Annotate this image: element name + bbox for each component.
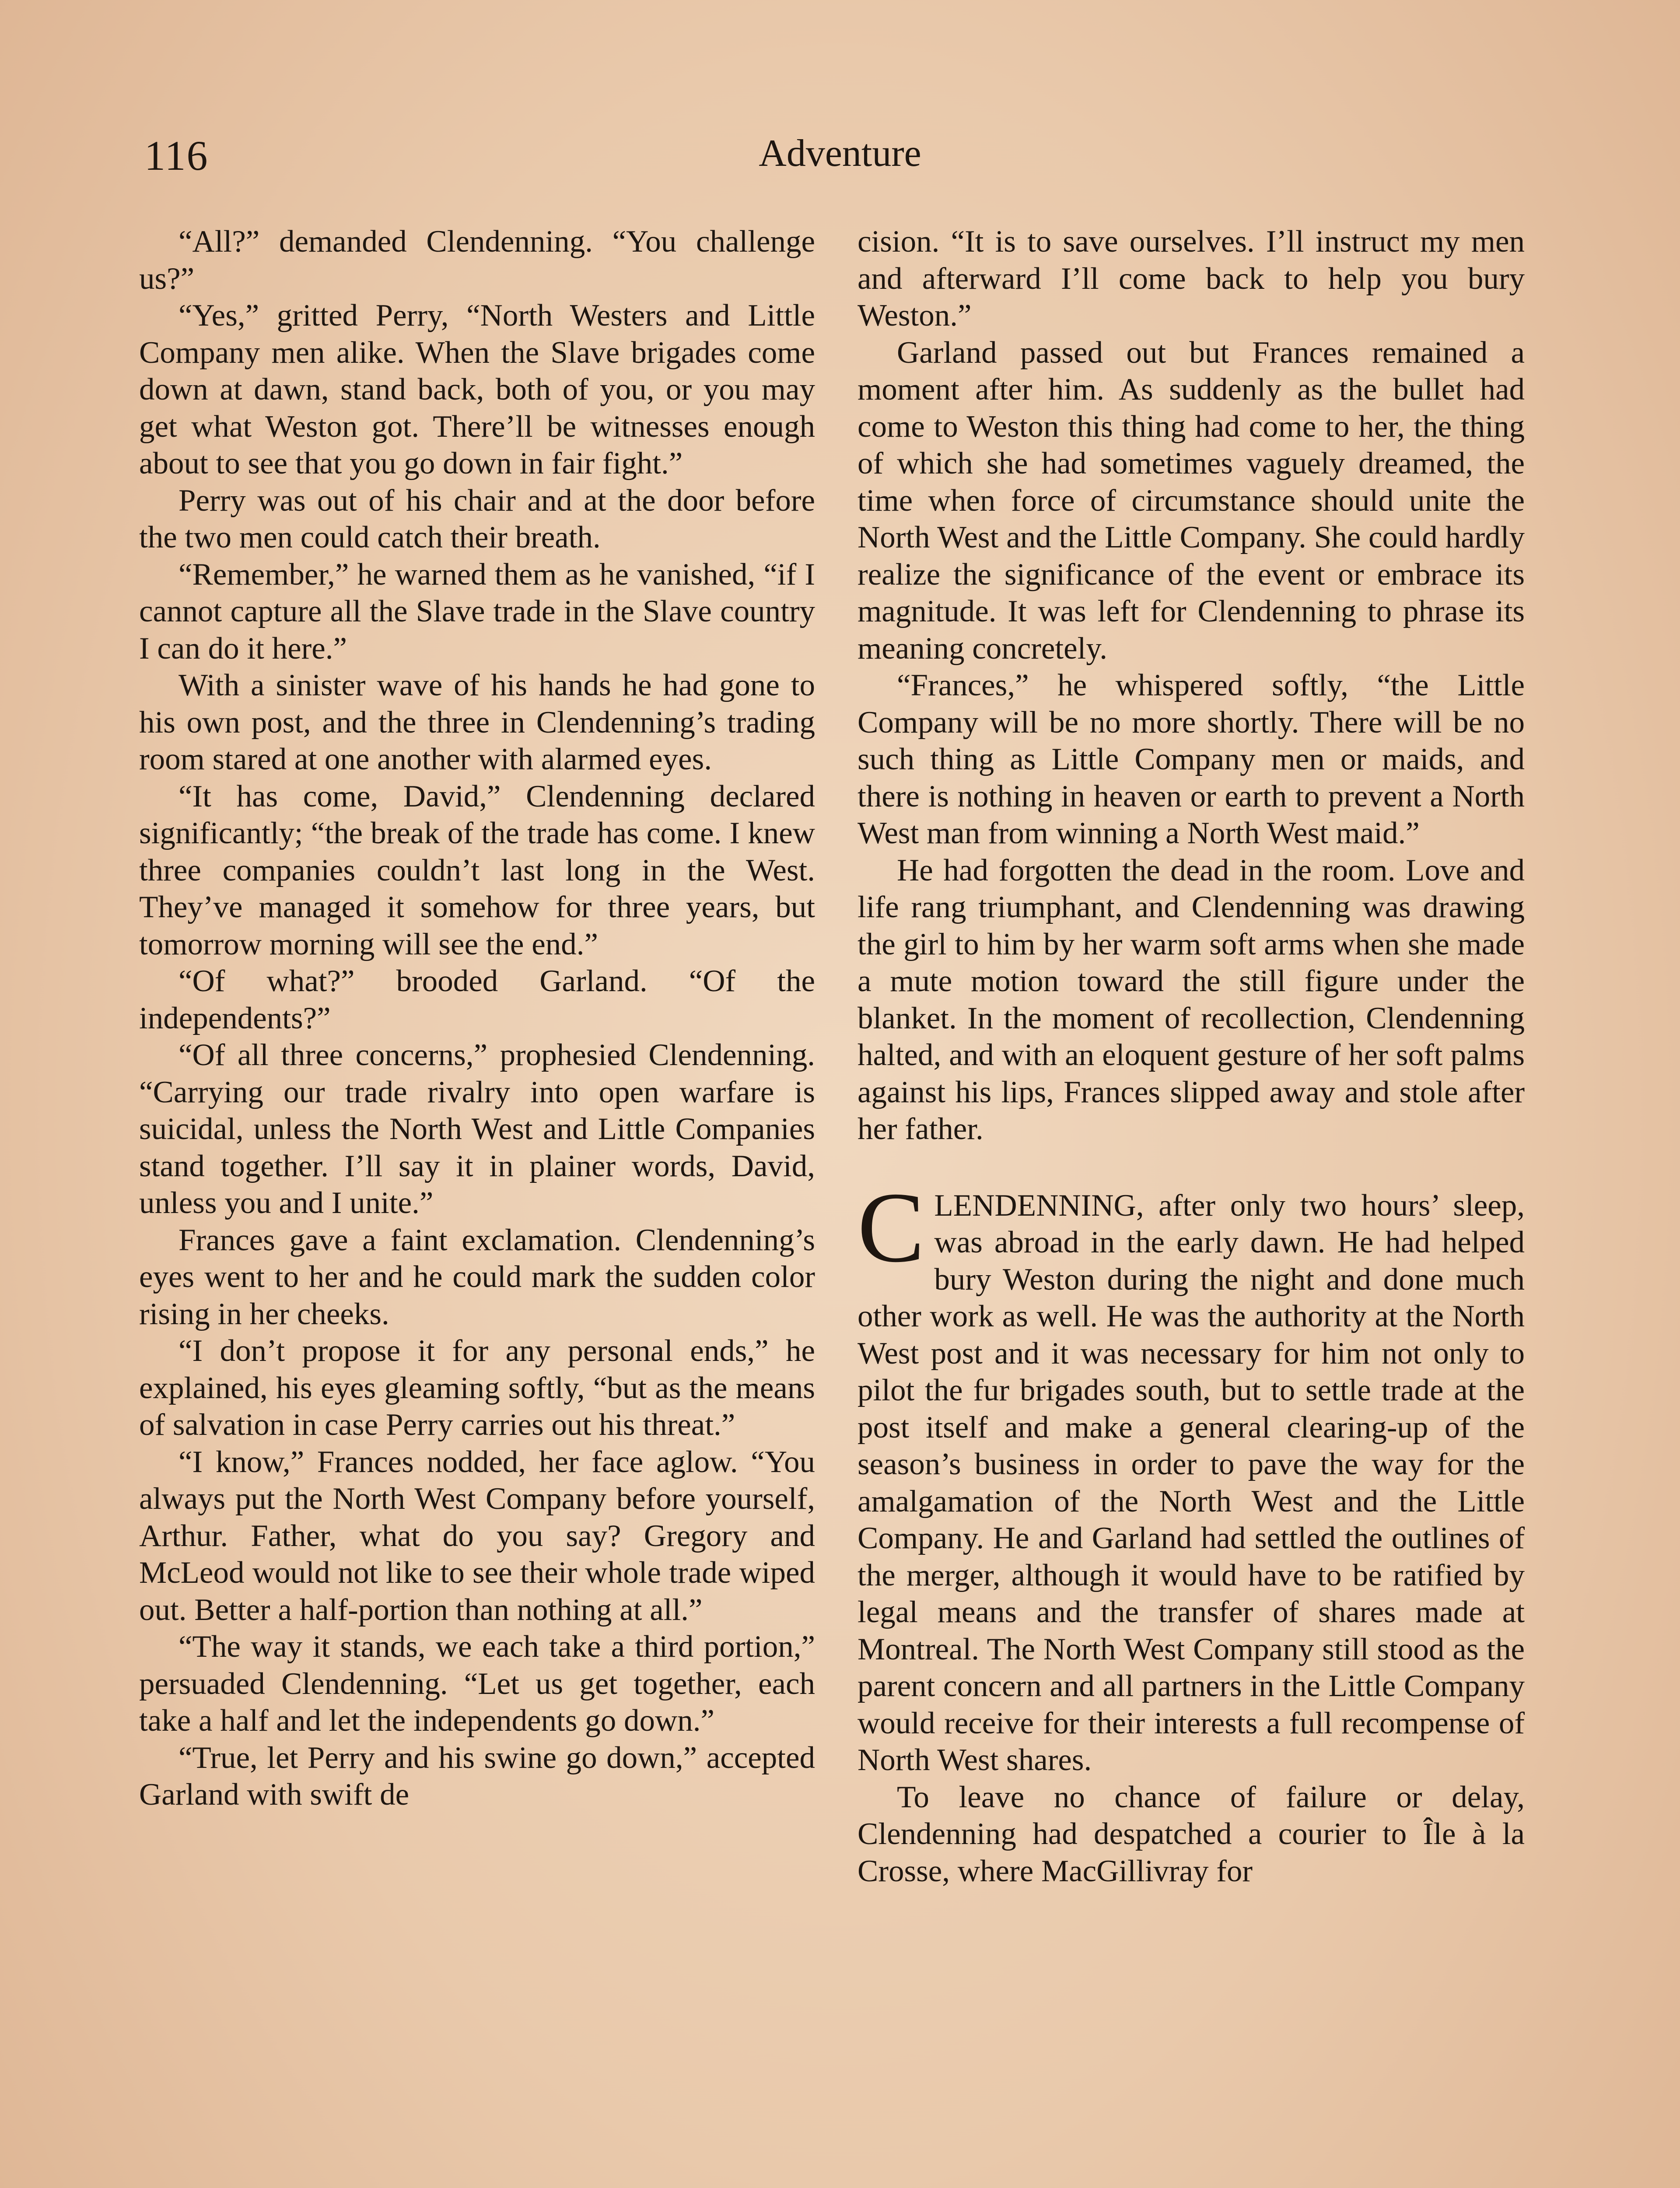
- drop-cap: C: [858, 1171, 925, 1283]
- paragraph: Garland passed out but Frances remained a moment after him. As suddenly as the bullet had come to Weston this thing had come to her, the thing of which she had sometimes vaguely dreamed, the time when force of circumstance should unite the North West and the Little Company. She could hardly realize the significance of the event or embrace its magnitude. It was left for Clendenning to phrase its meaning concretely.: [858, 335, 1525, 666]
- paragraph: Perry was out of his chair and at the door before the two men could catch their breath.: [139, 483, 815, 554]
- paragraph: “It has come, David,” Clendenning declared significantly; “the break of the trade has come. I knew three companies couldn’t last long in the West. They’ve managed it somehow for three years, but tomorrow morning will see the end.”: [139, 779, 815, 961]
- paragraph-continued: cision. “It is to save ourselves. I’ll instruct my men and afterward I’ll come back to help you bury Weston.”: [858, 224, 1525, 333]
- page-header: [144, 131, 1536, 197]
- section-break: [858, 1148, 1525, 1187]
- paragraph: “Of all three concerns,” prophesied Clendenning. “Carrying our trade rivalry into open warfare is suicidal, unless the North West and Little Companies stand together. I’ll say it in plainer words, David, unless you and I unite.”: [139, 1038, 815, 1220]
- running-title: Adventure: [759, 132, 921, 175]
- paragraph: With a sinister wave of his hands he had gone to his own post, and the three in Clendenning’s trading room stared at one another with alarmed eyes.: [139, 668, 815, 776]
- right-column: [858, 223, 1525, 1890]
- left-column: [139, 223, 815, 1813]
- paragraph: “Of what?” brooded Garland. “Of the independents?”: [139, 964, 815, 1035]
- paragraph: He had forgotten the dead in the room. Love and life rang triumphant, and Clendenning was drawing the girl to him by her warm soft arms when she made a mute motion toward the still figure under the blanket. In the moment of recollection, Clendenning halted, and with an eloquent gesture of her soft palms against his lips, Frances slipped away and stole after her father.: [858, 853, 1525, 1146]
- section-opening-paragraph: [858, 1171, 1525, 1779]
- paragraph: “Yes,” gritted Perry, “North Westers and Little Company men alike. When the Slave brigades come down at dawn, stand back, both of you, or you may get what Weston got. There’ll be witnesses enough about to see that you go down in fair fight.”: [139, 298, 815, 480]
- paragraph: “The way it stands, we each take a third portion,” persuaded Clendenning. “Let us get together, each take a half and let the independents go down.”: [139, 1630, 815, 1738]
- paragraph: “Remember,” he warned them as he vanished, “if I cannot capture all the Slave trade in the Slave country I can do it here.”: [139, 557, 815, 666]
- paragraph: “I don’t propose it for any personal ends,” he explained, his eyes gleaming softly, “but as the means of salvation in case Perry carries out his threat.”: [139, 1334, 815, 1442]
- paragraph: “I know,” Frances nodded, her face aglow. “You always put the North West Company before yourself, Arthur. Father, what do you say? Gregory and McLeod would not like to see their whole trade wiped out. Better a half-portion than nothing at all.”: [139, 1445, 815, 1627]
- section-opening-text: LENDENNING, after only two hours’ sleep, was abroad in the early dawn. He had helped bury Weston during the night and done much other work as well. He was the authority at the North West post and it was necessary for him not only to pilot the fur brigades south, but to settle trade at the post itself and make a general clearing-up of the season’s business in order to pave the way for the amalgamation of the North West and the Little Company. He and Garland had settled the outlines of the merger, although it would have to be ratified by legal means and the transfer of shares made at Montreal. The North West Company still stood as the parent concern and all partners in the Little Company would receive for their interests a full recompense of North West shares.: [858, 1188, 1525, 1777]
- paragraph: “True, let Perry and his swine go down,” accepted Garland with swift de: [139, 1740, 815, 1812]
- paragraph: To leave no chance of failure or delay, Clendenning had despatched a courier to Île à la Crosse, where MacGillivray for: [858, 1780, 1525, 1888]
- paragraph: “All?” demanded Clendenning. “You challenge us?”: [139, 224, 815, 296]
- page-number: 116: [144, 132, 209, 179]
- paragraph: Frances gave a faint exclamation. Clendenning’s eyes went to her and he could mark the sudden color rising in her cheeks.: [139, 1223, 815, 1331]
- paragraph: “Frances,” he whispered softly, “the Little Company will be no more shortly. There will be no such thing as Little Company men or maids, and there is nothing in heaven or earth to prevent a North West man from winning a North West maid.”: [858, 668, 1525, 850]
